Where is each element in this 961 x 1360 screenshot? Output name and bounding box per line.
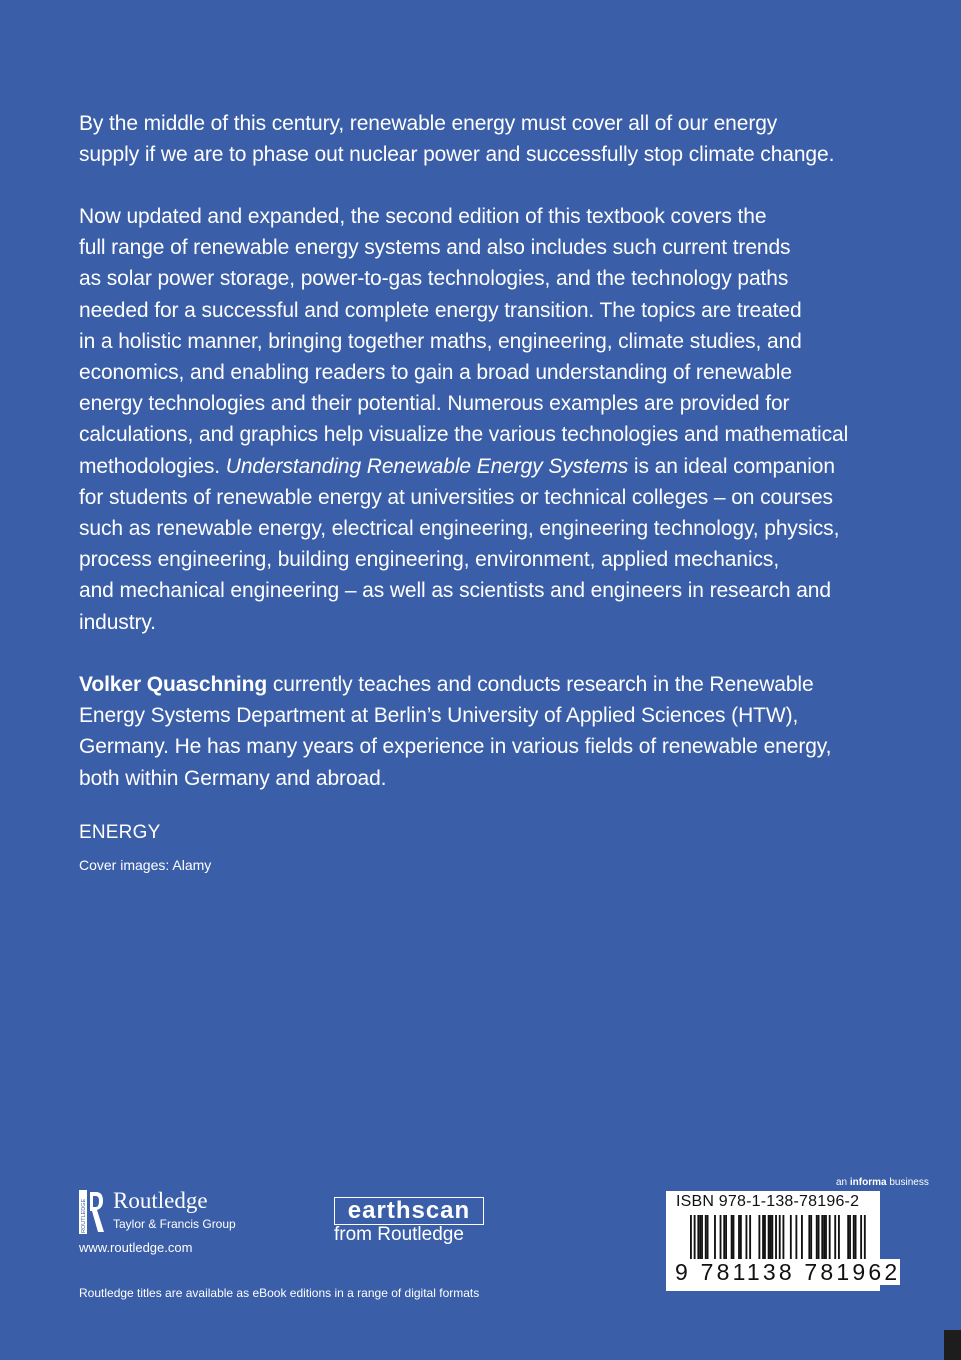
barcode-bar xyxy=(697,1215,699,1263)
barcode-bar xyxy=(694,1215,696,1263)
description-line: needed for a successful and complete energy transition. The topics are treated xyxy=(79,298,802,322)
barcode-bar xyxy=(823,1215,825,1263)
barcode-bar xyxy=(834,1215,836,1263)
description-line: economics, and enabling readers to gain a broad understanding of renewable xyxy=(79,361,792,385)
barcode-bar xyxy=(720,1215,722,1263)
routledge-vertical-mark: ROUTLEDGE xyxy=(81,1198,87,1233)
barcode-bar xyxy=(860,1215,862,1263)
description-line: in a holistic manner, bringing together maths, engineering, climate studies, and xyxy=(79,329,802,353)
intro-paragraph xyxy=(79,108,899,170)
description-line: Now updated and expanded, the second edition of this textbook covers the xyxy=(79,205,767,228)
barcode-bar xyxy=(758,1215,760,1263)
barcode-bar xyxy=(864,1215,866,1263)
author-line1-rest: currently teaches and conducts research in the Renewable xyxy=(267,673,814,696)
description-line: process engineering, building engineering, environment, applied mechanics, xyxy=(79,548,780,572)
barcode-bar xyxy=(738,1215,740,1263)
barcode-bar xyxy=(838,1215,840,1263)
barcode-bar xyxy=(701,1215,703,1263)
barcode-bars xyxy=(674,1215,872,1263)
barcode-bar xyxy=(821,1215,823,1263)
informa-prefix: an xyxy=(836,1177,850,1188)
barcode-bar xyxy=(816,1215,818,1263)
corner-mark xyxy=(944,1330,961,1360)
barcode-bar xyxy=(855,1215,857,1263)
author-line: both within Germany and abroad. xyxy=(79,766,387,790)
barcode-bar xyxy=(740,1215,742,1263)
author-line: Germany. He has many years of experience in various fields of renewable energy, xyxy=(79,735,832,759)
barcode-bar xyxy=(801,1215,803,1263)
book-title: Understanding Renewable Energy Systems xyxy=(225,454,629,478)
barcode-digits: 9 781138 781962 xyxy=(675,1259,901,1285)
barcode-bar xyxy=(779,1215,781,1263)
isbn-label: ISBN 978-1-138-78196-2 xyxy=(676,1193,860,1210)
description-line: industry. xyxy=(79,610,156,634)
isbn-barcode xyxy=(666,1191,901,1291)
barcode-bar xyxy=(733,1215,735,1263)
informa-tagline xyxy=(836,1177,929,1188)
barcode-bar xyxy=(825,1215,827,1263)
barcode-bar xyxy=(690,1215,692,1263)
barcode-bar xyxy=(808,1215,810,1263)
description-line: such as renewable energy, electrical engineering, engineering technology, physics, xyxy=(79,517,840,541)
barcode-bar xyxy=(762,1215,764,1263)
barcode-bar xyxy=(775,1215,777,1263)
description-line: as solar power storage, power-to-gas technologies, and the technology paths xyxy=(79,267,789,291)
subject-category: ENERGY xyxy=(79,822,161,843)
barcode-bar xyxy=(746,1215,748,1263)
barcode-bar xyxy=(723,1215,725,1263)
barcode-bar xyxy=(707,1215,709,1263)
description-line9-prefix: methodologies. xyxy=(79,454,226,478)
routledge-group: Taylor & Francis Group xyxy=(113,1217,236,1231)
author-name: Volker Quaschning xyxy=(79,673,268,696)
earthscan-subtitle: from Routledge xyxy=(334,1224,464,1245)
barcode-bar xyxy=(847,1215,849,1263)
barcode-bar xyxy=(783,1215,785,1263)
description-paragraph xyxy=(79,201,899,638)
intro-line: supply if we are to phase out nuclear power and successfully stop climate change. xyxy=(79,143,835,167)
barcode-bar xyxy=(829,1215,831,1263)
barcode-bar xyxy=(764,1215,766,1263)
barcode-bar xyxy=(731,1215,733,1263)
description-line: and mechanical engineering – as well as scientists and engineers in research and xyxy=(79,579,831,603)
cover-credit: Cover images: Alamy xyxy=(79,857,212,873)
barcode-bar xyxy=(771,1215,773,1263)
barcode-bar xyxy=(853,1215,855,1263)
barcode-bar xyxy=(699,1215,701,1263)
routledge-logo xyxy=(79,1190,279,1260)
barcode-bar xyxy=(795,1215,797,1263)
description-line: for students of renewable energy at universities or technical colleges – on courses xyxy=(79,485,833,509)
description-line: full range of renewable energy systems and also includes such current trends xyxy=(79,236,791,260)
description-line: calculations, and graphics help visualize the various technologies and mathematical xyxy=(79,423,849,447)
author-line: Energy Systems Department at Berlin’s University of Applied Sciences (HTW), xyxy=(79,704,799,728)
informa-brand: informa xyxy=(849,1177,887,1188)
description-line: energy technologies and their potential. Numerous examples are provided for xyxy=(79,392,790,416)
description-line xyxy=(79,451,899,482)
barcode-bar xyxy=(714,1215,716,1263)
barcode-bar xyxy=(725,1215,727,1263)
routledge-url: www.routledge.com xyxy=(79,1240,193,1255)
routledge-r-icon xyxy=(79,1190,105,1234)
barcode-bar xyxy=(818,1215,820,1263)
barcode-bar xyxy=(790,1215,792,1263)
earthscan-wordmark: earthscan xyxy=(334,1197,484,1225)
barcode-bar xyxy=(810,1215,812,1263)
barcode-bar xyxy=(768,1215,770,1263)
author-bio xyxy=(79,669,899,794)
informa-suffix: business xyxy=(886,1177,929,1188)
routledge-name: Routledge xyxy=(113,1188,208,1213)
author-line xyxy=(79,669,899,700)
barcode-bar xyxy=(849,1215,851,1263)
barcode-bar xyxy=(749,1215,751,1263)
ebook-formats-note: Routledge titles are available as eBook editions in a range of digital formats xyxy=(79,1286,480,1300)
earthscan-logo xyxy=(334,1197,486,1249)
description-line9-suffix: is an ideal companion xyxy=(628,454,835,478)
barcode-bar xyxy=(770,1215,772,1263)
intro-line: By the middle of this century, renewable energy must cover all of our energy xyxy=(79,112,778,135)
barcode-bar xyxy=(705,1215,707,1263)
